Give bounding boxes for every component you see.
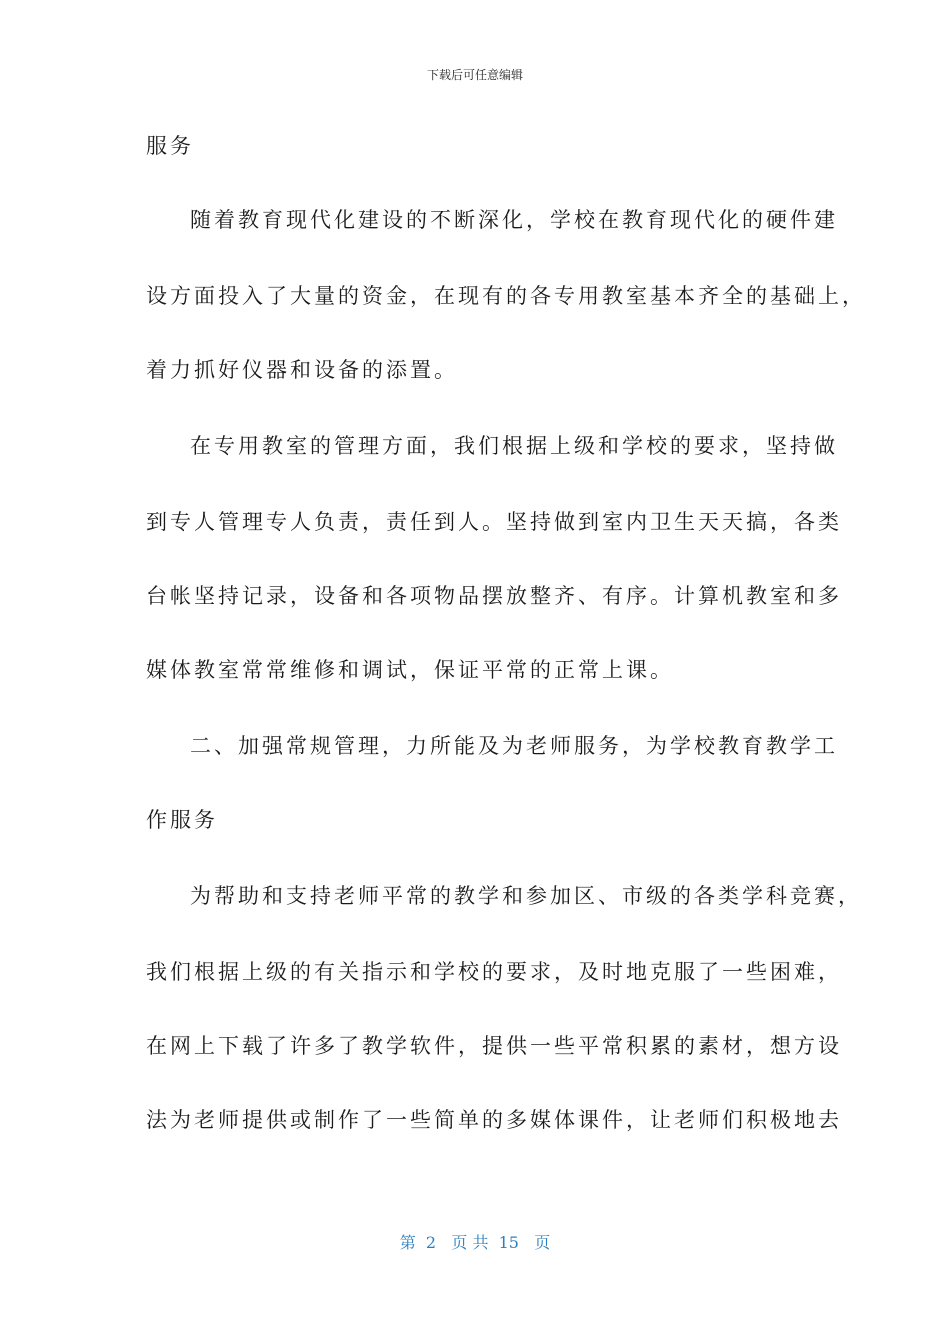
text-line: 为帮助和支持老师平常的教学和参加区、市级的各类学科竞赛，: [190, 884, 862, 908]
text-line: 随着教育现代化建设的不断深化，学校在教育现代化的硬件建: [190, 208, 838, 232]
text-line: 设方面投入了大量的资金，在现有的各专用教室基本齐全的基础上，: [146, 284, 866, 308]
text-line: 作服务: [146, 808, 218, 832]
text-line: 服务: [146, 134, 194, 158]
text-line: 在专用教室的管理方面，我们根据上级和学校的要求，坚持做: [190, 434, 838, 458]
text-line: 台帐坚持记录，设备和各项物品摆放整齐、有序。计算机教室和多: [146, 584, 842, 608]
text-line: 法为老师提供或制作了一些简单的多媒体课件，让老师们积极地去: [146, 1108, 842, 1132]
page-header-note: 下载后可任意编辑: [426, 68, 523, 82]
page-number-footer: 第 2 页 共 15 页: [399, 1233, 551, 1252]
text-line: 到专人管理专人负责，责任到人。坚持做到室内卫生天天搞，各类: [146, 510, 842, 534]
text-line: 我们根据上级的有关指示和学校的要求，及时地克服了一些困难，: [146, 960, 842, 984]
text-line: 在网上下载了许多了教学软件，提供一些平常积累的素材，想方设: [146, 1034, 842, 1058]
text-line: 二、加强常规管理，力所能及为老师服务，为学校教育教学工: [190, 734, 838, 758]
text-line: 着力抓好仪器和设备的添置。: [146, 358, 458, 382]
text-line: 媒体教室常常维修和调试，保证平常的正常上课。: [146, 658, 674, 682]
